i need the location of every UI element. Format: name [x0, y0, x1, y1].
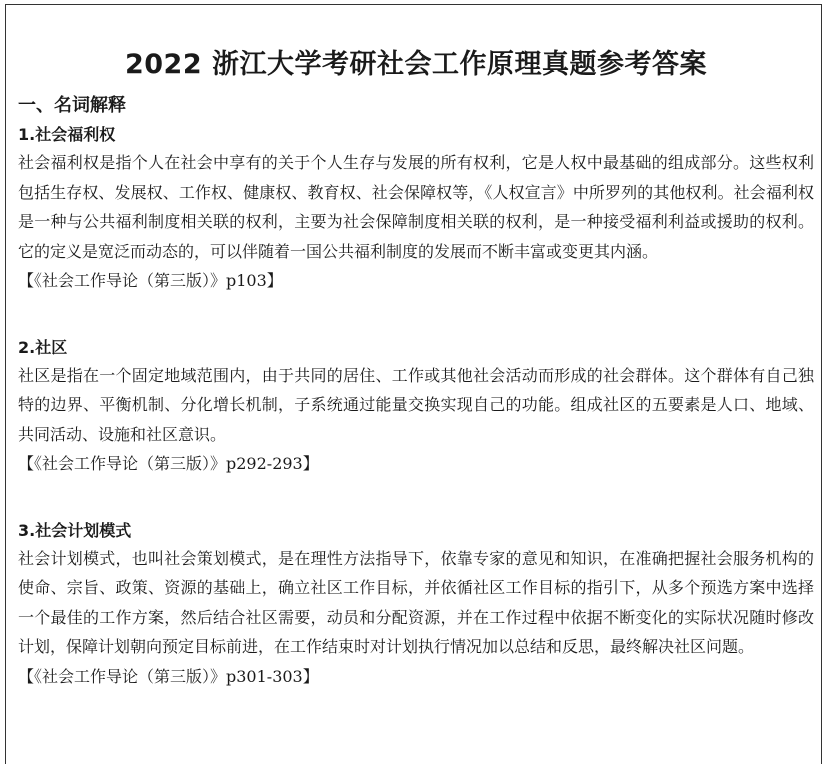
- paragraph-gap: [18, 479, 814, 517]
- term-entry-2: [18, 334, 814, 479]
- term-reference: 【《社会工作导论（第三版）》p292-293】: [18, 454, 319, 473]
- term-reference: 【《社会工作导论（第三版）》p301-303】: [18, 666, 319, 686]
- term-reference: 【《社会工作导论（第三版）》p103】: [18, 271, 283, 290]
- document-page: [5, 4, 822, 764]
- term-title: 3.社会计划模式: [18, 520, 132, 540]
- document-content: [18, 45, 814, 691]
- term-title: 1.社会福利权: [18, 125, 116, 144]
- term-definition: 社会计划模式，也叫社会策划模式，是在理性方法指导下，依靠专家的意见和知识，在准确把握社会服务机构的使命、宗旨、政策、资源的基础上，确立社区工作目标，并依循社区工作目标的指引下，从多个预选方案中选择一个最佳的工作方案，然后结合社区需要，动员和分配资源，并在工作过程中依据不断变化的实际状况随时修改计划，保障计划朝向预定目标前进，在工作结束时对计划执行情况加以总结和反思，最终解决社区问题。: [18, 548, 814, 656]
- document-title: 2022 浙江大学考研社会工作原理真题参考答案: [124, 49, 708, 80]
- term-definition: 社会福利权是指个人在社会中享有的关于个人生存与发展的所有权利，它是人权中最基础的组成部分。这些权利包括生存权、发展权、工作权、健康权、教育权、社会保障权等，《人权宣言》中所罗列的其他权利。社会福利权是一种与公共福利制度相关联的权利，主要为社会保障制度相关联的权利，是一种接受福利利益或援助的权利。它的定义是宽泛而动态的，可以伴随着一国公共福利制度的发展而不断丰富或变更其内涵。: [18, 153, 814, 261]
- section-heading: 一、名词解释: [18, 95, 126, 116]
- term-definition: 社区是指在一个固定地域范围内，由于共同的居住、工作或其他社会活动而形成的社会群体。这个群体有自己独特的边界、平衡机制、分化增长机制，子系统通过能量交换实现自己的功能。组成社区的五要素是人口、地域、共同活动、设施和社区意识。: [18, 365, 814, 444]
- term-entry-3: [18, 517, 814, 692]
- paragraph-gap: [18, 296, 814, 334]
- term-entry-1: [18, 121, 814, 296]
- term-title: 2.社区: [18, 337, 68, 357]
